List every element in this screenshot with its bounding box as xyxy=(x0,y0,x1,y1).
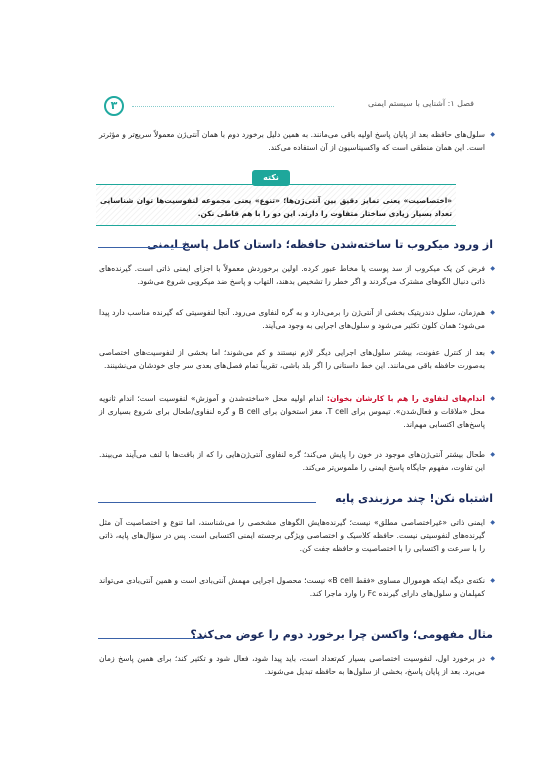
list-item-text: اندام اولیه محل «ساخته‌شدن و آموزش» لنفوسیت است؛ اندام ثانویه محل «ملاقات و فعال‌شدن». تیموس برای T cell، مغز استخوان برای B cell و گره لنفاوی/طحال برای شروع بسیاری از پاسخ‌های اکتسابی مهم‌اند. xyxy=(99,394,485,429)
list-item: ◆ هم‌زمان، سلول دندریتیک بخشی از آنتی‌ژن را برمی‌دارد و به گره لنفاوی می‌رود. آنجا لنفوسیتی که گیرنده مناسب دارد پیدا می‌شود؛ همان کلون تکثیر می‌شود و سلول‌های اجرایی به وجود می‌آیند. xyxy=(99,306,485,332)
list-item xyxy=(99,392,485,431)
note-badge: نکته xyxy=(252,170,290,186)
list-item: ◆ بعد از کنترل عفونت، بیشتر سلول‌های اجرایی دیگر لازم نیستند و کم می‌شوند؛ اما بخشی از لنفوسیت‌های اختصاصی به‌صورت حافظه باقی می‌مانند. این خط داستانی را اگر بلد باشی، تقریباً تمام فصل‌های بعدی سر جای خودشان می‌نشینند. xyxy=(99,346,485,372)
chapter-label: فصل ۱: آشنایی با سیستم ایمنی xyxy=(367,99,474,108)
header-rule xyxy=(132,106,334,107)
section-title-vaccine-example: مثال مفهومی؛ واکسن چرا برخورد دوم را عوض می‌کند؟ xyxy=(190,628,493,641)
section-underline xyxy=(98,638,204,639)
list-item: ◆ در برخورد اول، لنفوسیت اختصاصی بسیار کم‌تعداد است، باید پیدا شود، فعال شود و تکثیر کند؛ برای همین پاسخ زمان می‌برد. بعد از پایان پاسخ، بخشی از سلول‌ها به حافظه تبدیل می‌شوند. xyxy=(99,652,485,678)
page-number: ۳ xyxy=(104,96,124,116)
list-item: ◆ نکته‌ی دیگه اینکه هومورال مساوی «فقط B cell» نیست؛ محصول اجرایی مهمش آنتی‌بادی است و همین آنتی‌بادی می‌تواند کمپلمان و سلول‌های دارای گیرنده Fc را وارد ماجرا کند. xyxy=(99,574,485,600)
section-underline xyxy=(98,247,188,248)
list-item: ◆ طحال بیشتر آنتی‌ژن‌های موجود در خون را پایش می‌کند؛ گره لنفاوی آنتی‌ژن‌هایی را که از بافت‌ها با لنف می‌آیند می‌بیند. این تفاوت، مفهوم جایگاه پاسخ ایمنی را ملموس‌تر می‌کند. xyxy=(99,448,485,474)
section-title-basics: اشتباه نکن! چند مرزبندی پایه xyxy=(335,492,493,505)
section-underline xyxy=(98,502,316,503)
page-header xyxy=(104,96,474,116)
note-text: «اختصاصیت» یعنی تمایز دقیق بین آنتی‌ژن‌ها؛ «تنوع» یعنی مجموعه لنفوسیت‌ها توان شناسایی تعداد بسیار زیادی ساختار متفاوت را دارند. این دو را با هم قاطی نکن. xyxy=(100,196,452,218)
highlight-phrase: اندام‌های لنفاوی را هم با کارشان بخوان: xyxy=(326,394,485,403)
list-item: ◆ ایمنی ذاتی «غیراختصاصی مطلق» نیست؛ گیرنده‌هایش الگوهای مشخصی را می‌شناسند، اما تنوع و اختصاصیت آن مثل گیرنده‌های لنفوسیتی نیست. حافظه کلاسیک و اختصاصی ویژگی برجسته ایمنی اکتسابی است. پس در سؤال‌های پایه، ذاتی را با سرعت و اکتسابی را با اختصاصیت و حافظه جفت کن. xyxy=(99,516,485,555)
section-title-immune-response: از ورود میکروب تا ساخته‌شدن حافظه؛ داستان کامل پاسخ ایمنی xyxy=(147,238,493,251)
list-item: ◆ فرض کن یک میکروب از سد پوست یا مخاط عبور کرده. اولین برخوردش معمولاً با اجزای ایمنی ذاتی است. گیرنده‌های ذاتی دنبال الگوهای مشترک می‌گردند و اگر خطر را تشخیص بدهند، التهاب و پاسخ ضد میکروبی شروع می‌شود. xyxy=(99,262,485,288)
intro-bullet: ◆ سلول‌های حافظه بعد از پایان پاسخ اولیه باقی می‌مانند. به همین دلیل برخورد دوم با همان آنتی‌ژن معمولاً سریع‌تر و مؤثرتر است. این همان منطقی است که واکسیناسیون از آن استفاده می‌کند. xyxy=(99,128,485,154)
